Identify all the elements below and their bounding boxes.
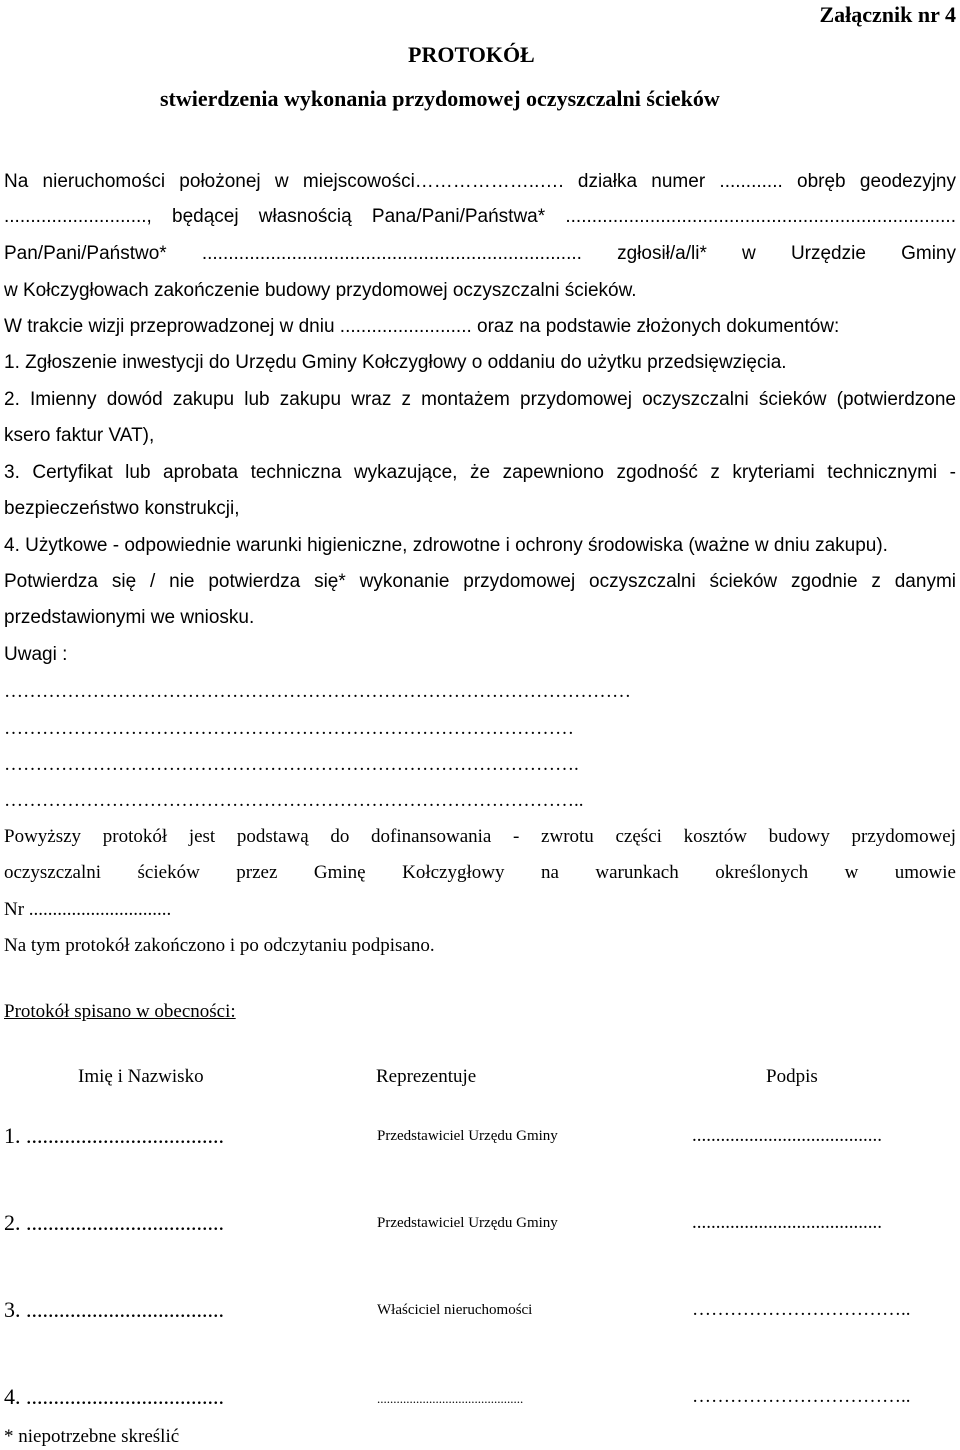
document-subtitle: stwierdzenia wykonania przydomowej oczyszczalni ścieków — [160, 86, 720, 111]
signature-row-name: 2. .................................... — [4, 1210, 224, 1235]
document-title: PROTOKÓŁ — [408, 42, 535, 67]
signature-row-signature: …………………………….. — [692, 1299, 911, 1320]
confirmation-line: Potwierdza się / nie potwierdza się* wykonanie przydomowej oczyszczalni ścieków zgodnie z danymi — [4, 571, 956, 592]
closing-statement: Na tym protokół zakończono i po odczytaniu podpisano. — [4, 935, 435, 956]
remarks-line: ………………………………………………………………………………. — [4, 754, 579, 775]
municipality-line: w Kołczygłowach zakończenie budowy przydomowej oczyszczalni ścieków. — [4, 280, 637, 301]
footnote: * niepotrzebne skreślić — [4, 1426, 180, 1447]
signature-row-signature: ........................................ — [692, 1125, 882, 1146]
column-header-represents: Reprezentuje — [376, 1066, 477, 1087]
attachment-label: Załącznik nr 4 — [819, 2, 956, 27]
signature-row-name: 4. .................................... — [4, 1384, 224, 1409]
property-line: Na nieruchomości położonej w miejscowości………………..…. działka numer ............ obręb geodezyjny — [4, 171, 956, 192]
owner-line: ..........................., będącej własnością Pana/Pani/Państwa* .......................................................................... — [4, 206, 956, 227]
column-header-name: Imię i Nazwisko — [78, 1066, 204, 1087]
presence-heading: Protokół spisano w obecności: — [4, 1001, 236, 1022]
column-header-signature: Podpis — [766, 1066, 818, 1087]
signature-row-signature: …………………………….. — [692, 1386, 911, 1407]
inspection-line: W trakcie wizji przeprowadzonej w dniu ......................... oraz na podstawie złożonych dokumentów: — [4, 316, 840, 337]
remarks-label: Uwagi : — [4, 644, 68, 665]
signature-row-name: 3. .................................... — [4, 1297, 224, 1322]
document-item-2-cont: ksero faktur VAT), — [4, 425, 155, 446]
signature-row-signature: ........................................ — [692, 1212, 882, 1233]
document-item-4: 4. Użytkowe - odpowiednie warunki higieniczne, zdrowotne i ochrony środowiska (ważne w dniu zakupu). — [4, 535, 888, 556]
funding-basis-line-cont: oczyszczalni ścieków przez Gminę Kołczygłowy na warunkach określonych w umowie — [4, 862, 956, 883]
agreement-number-line: Nr .............................. — [4, 899, 172, 920]
signature-row-represents: ............................................. — [377, 1391, 524, 1406]
document-item-3: 3. Certyfikat lub aprobata techniczna wykazujące, że zapewniono zgodność z kryteriami technicznymi - — [4, 462, 956, 483]
remarks-line: ……………………………………………………………………………….. — [4, 790, 584, 811]
signature-row-name: 1. .................................... — [4, 1123, 224, 1148]
funding-basis-line: Powyższy protokół jest podstawą do dofinansowania - zwrotu części kosztów budowy przydomowej — [4, 826, 956, 847]
document-item-1: 1. Zgłoszenie inwestycji do Urzędu Gminy Kołczygłowy o oddaniu do użytku przedsięwzięcia. — [4, 352, 787, 373]
confirmation-line-cont: przedstawionymi we wniosku. — [4, 607, 255, 628]
signature-row-represents: Przedstawiciel Urzędu Gminy — [377, 1128, 558, 1144]
document-item-3-cont: bezpieczeństwo konstrukcji, — [4, 498, 240, 519]
signature-row-represents: Przedstawiciel Urzędu Gminy — [377, 1215, 558, 1231]
document-item-2: 2. Imienny dowód zakupu lub zakupu wraz z montażem przydomowej oczyszczalni ścieków (potwierdzone — [4, 389, 956, 410]
remarks-line: ……………………………………………………………………………………… — [4, 681, 631, 702]
notifier-line: Pan/Pani/Państwo* ........................................................................ zgłosił/a/li* w Urzędzie Gminy — [4, 243, 956, 264]
remarks-line: ……………………………………………………………………………… — [4, 718, 574, 739]
signature-row-represents: Właściciel nieruchomości — [377, 1302, 533, 1318]
